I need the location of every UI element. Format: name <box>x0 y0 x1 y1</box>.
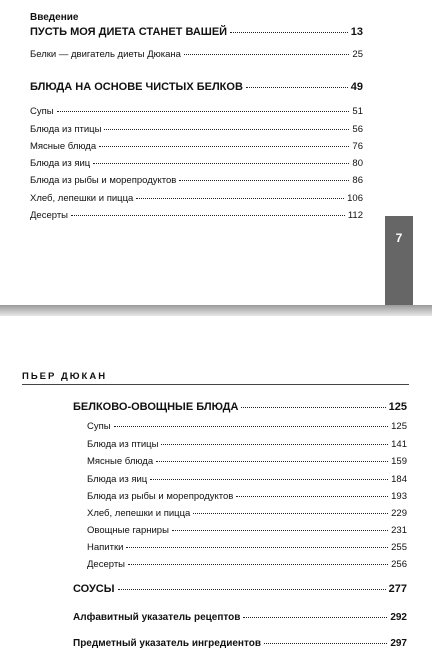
toc-entry[interactable] <box>73 638 407 649</box>
toc-entry-title: Алфавитный указатель рецептов <box>73 612 241 623</box>
toc-leader-dots <box>161 444 388 445</box>
toc-entry-title: Супы <box>87 421 111 432</box>
toc-entry-page: 184 <box>391 474 407 485</box>
toc-intro-heading: Введение <box>30 12 79 23</box>
toc-entry-title: Супы <box>30 106 54 117</box>
toc-entry-page: 231 <box>391 525 407 536</box>
toc-leader-dots <box>179 180 349 181</box>
toc-entry[interactable] <box>87 439 407 450</box>
toc-entry-page: 125 <box>391 421 407 432</box>
toc-entry-page: 125 <box>388 401 407 413</box>
toc-leader-dots <box>246 87 348 88</box>
toc-leader-dots <box>136 198 344 199</box>
toc-entry[interactable] <box>30 124 363 135</box>
toc-entry-title: Блюда из рыбы и морепродуктов <box>87 491 234 502</box>
toc-entry-title: Напитки <box>87 542 124 553</box>
toc-entry-page: 49 <box>350 81 363 93</box>
toc-entry-title: Овощные гарниры <box>87 525 169 536</box>
toc-leader-dots <box>193 513 388 514</box>
toc-leader-dots <box>126 547 388 548</box>
toc-leader-dots <box>264 643 387 644</box>
toc-entry[interactable] <box>87 559 407 570</box>
toc-leader-dots <box>118 589 386 590</box>
toc-entry-page: 112 <box>347 210 363 221</box>
toc-entry-title: Блюда из яиц <box>87 474 148 485</box>
toc-entry-title: Блюда из рыбы и морепродуктов <box>30 175 177 186</box>
toc-leader-dots <box>150 479 388 480</box>
toc-leader-dots <box>156 461 388 462</box>
toc-entry-page: 141 <box>391 439 407 450</box>
toc-leader-dots <box>230 32 348 33</box>
toc-page-7 <box>0 0 432 308</box>
running-header-author: ПЬЕР ДЮКАН <box>22 371 108 382</box>
toc-entry-page: 297 <box>390 638 407 649</box>
toc-leader-dots <box>114 426 389 427</box>
toc-entry[interactable] <box>30 106 363 117</box>
toc-entry[interactable] <box>87 525 407 536</box>
header-rule <box>22 384 409 385</box>
toc-leader-dots <box>236 496 388 497</box>
toc-entry[interactable] <box>87 421 407 432</box>
toc-entry[interactable] <box>30 210 363 221</box>
toc-entry-page: 277 <box>388 583 407 595</box>
toc-entry-title: Хлеб, лепешки и пицца <box>87 508 191 519</box>
toc-entry-title: БЛЮДА НА ОСНОВЕ ЧИСТЫХ БЕЛКОВ <box>30 81 243 93</box>
toc-entry[interactable] <box>73 583 407 595</box>
toc-entry[interactable] <box>87 491 407 502</box>
toc-leader-dots <box>243 617 387 618</box>
toc-entry-title: Мясные блюда <box>30 141 97 152</box>
toc-entry[interactable] <box>87 456 407 467</box>
toc-entry-page: 193 <box>391 491 407 502</box>
toc-entry-page: 56 <box>352 124 363 135</box>
toc-entry-title: ПУСТЬ МОЯ ДИЕТА СТАНЕТ ВАШЕЙ <box>30 26 228 38</box>
toc-entry-page: 106 <box>347 193 363 204</box>
page-number-tab <box>385 216 413 310</box>
toc-entry[interactable] <box>73 401 407 413</box>
toc-leader-dots <box>93 163 349 164</box>
toc-entry-page: 25 <box>352 49 363 60</box>
toc-entry[interactable] <box>87 508 407 519</box>
toc-entry-title: Хлеб, лепешки и пицца <box>30 193 134 204</box>
toc-entry-page: 256 <box>391 559 407 570</box>
toc-leader-dots <box>57 111 350 112</box>
toc-entry-title: Блюда из яиц <box>30 158 91 169</box>
toc-entry-title: Блюда из птицы <box>87 439 159 450</box>
toc-entry[interactable] <box>30 81 363 93</box>
toc-entry-title: Предметный указатель ингредиентов <box>73 638 261 649</box>
toc-leader-dots <box>104 129 349 130</box>
toc-leader-dots <box>172 530 388 531</box>
toc-entry[interactable] <box>73 612 407 623</box>
toc-entry-page: 80 <box>352 158 363 169</box>
toc-entry-title: Блюда из птицы <box>30 124 102 135</box>
toc-entry-title: Десерты <box>87 559 126 570</box>
toc-entry-page: 51 <box>352 106 363 117</box>
toc-entry-title: СОУСЫ <box>73 583 115 595</box>
page-number: 7 <box>395 231 403 245</box>
toc-entry-page: 229 <box>391 508 407 519</box>
toc-page-8 <box>0 316 432 660</box>
toc-entry-page: 292 <box>390 612 407 623</box>
toc-entry[interactable] <box>30 26 363 38</box>
toc-entry-title: Десерты <box>30 210 69 221</box>
toc-entry-page: 255 <box>391 542 407 553</box>
toc-leader-dots <box>99 146 349 147</box>
toc-entry[interactable] <box>30 49 363 60</box>
toc-entry-page: 76 <box>352 141 363 152</box>
toc-leader-dots <box>71 215 345 216</box>
toc-entry[interactable] <box>87 474 407 485</box>
toc-leader-dots <box>128 564 388 565</box>
toc-entry[interactable] <box>87 542 407 553</box>
toc-entry-page: 86 <box>352 175 363 186</box>
toc-entry[interactable] <box>30 141 363 152</box>
toc-entry[interactable] <box>30 193 363 204</box>
toc-entry-title: Мясные блюда <box>87 456 154 467</box>
toc-entry[interactable] <box>30 158 363 169</box>
toc-entry-page: 159 <box>391 456 407 467</box>
toc-entry[interactable] <box>30 175 363 186</box>
toc-entry-title: БЕЛКОВО-ОВОЩНЫЕ БЛЮДА <box>73 401 239 413</box>
toc-entry-title: Белки — двигатель диеты Дюкана <box>30 49 181 60</box>
toc-leader-dots <box>241 407 385 408</box>
toc-entry-page: 13 <box>350 26 363 38</box>
toc-leader-dots <box>184 54 349 55</box>
